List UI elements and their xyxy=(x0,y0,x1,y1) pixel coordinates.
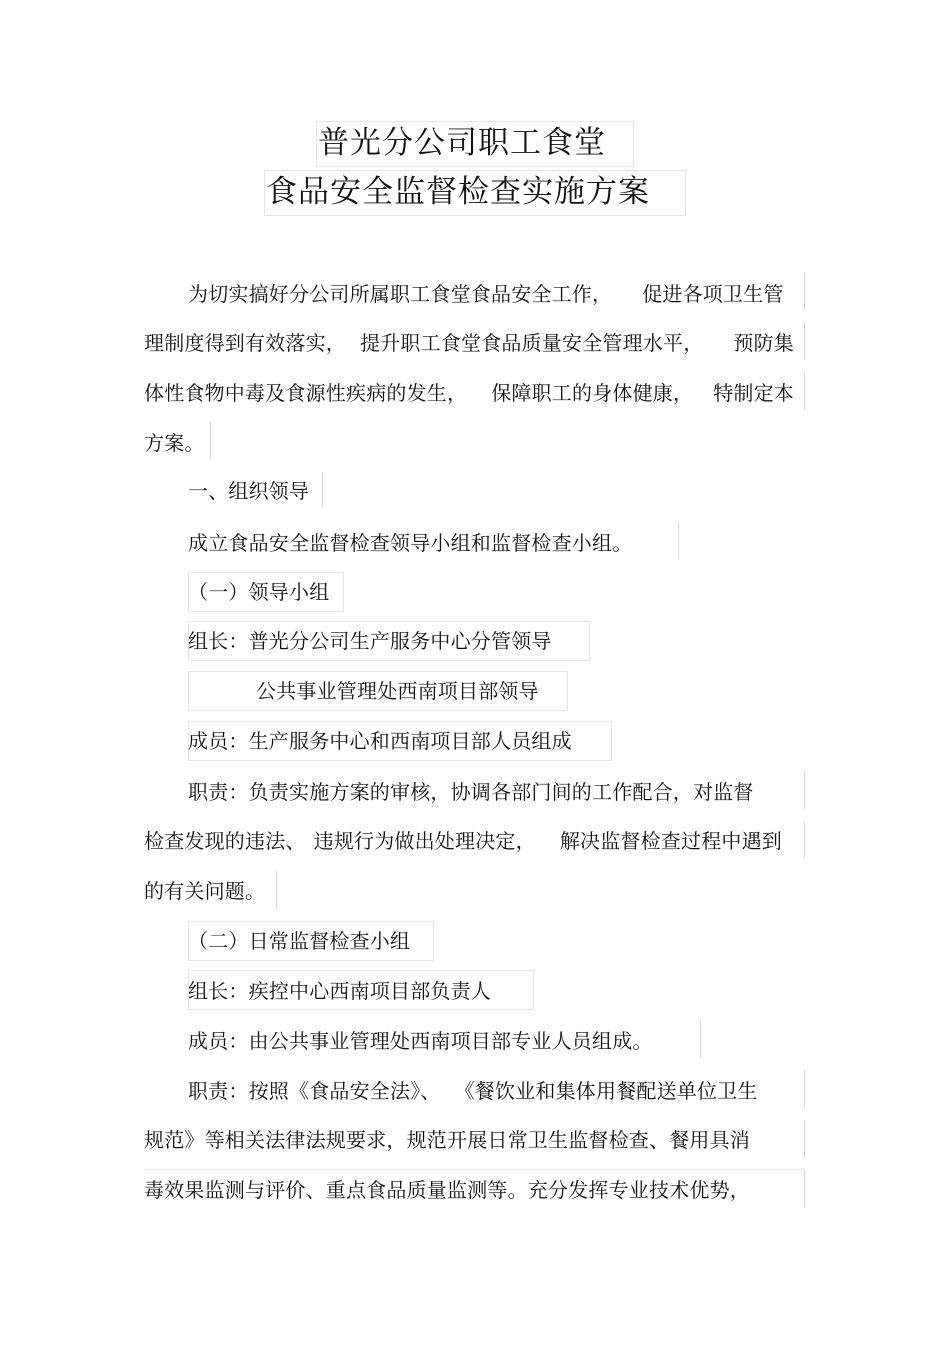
body-line-16 xyxy=(188,1027,653,1055)
text-segment: 保障职工的身体健康， xyxy=(491,381,694,405)
margin-rule xyxy=(804,1070,805,1108)
text-segment: 为切实搞好分公司所属职工食堂食品安全工作， xyxy=(188,282,613,306)
body-line-1 xyxy=(188,280,784,308)
body-line-12 xyxy=(144,827,782,855)
text-segment: 职责：负责实施方案的审核，协调各部门间的工作配合，对监督 xyxy=(188,780,754,804)
text-segment: 特制定本 xyxy=(713,381,795,405)
margin-rule xyxy=(210,422,211,460)
body-line-3 xyxy=(144,379,794,407)
margin-rule xyxy=(144,1169,804,1170)
text-segment: （一）领导小组 xyxy=(188,580,330,604)
text-segment: 解决监督检查过程中遇到 xyxy=(559,829,783,853)
text-segment: 公共事业管理处西南项目部领导 xyxy=(256,679,539,703)
margin-rule xyxy=(276,871,277,909)
document-title-line2: 食品安全监督检查实施方案 xyxy=(266,174,650,210)
body-line-18 xyxy=(144,1126,750,1154)
text-segment: 规范》等相关法律法规要求，规范开展日常卫生监督检查、餐用具消 xyxy=(144,1128,750,1152)
text-segment: 成员：生产服务中心和西南项目部人员组成 xyxy=(188,729,572,753)
body-line-2 xyxy=(144,329,794,357)
margin-rule xyxy=(322,472,323,508)
margin-rule xyxy=(804,372,805,410)
margin-rule xyxy=(678,522,679,560)
section-heading-1 xyxy=(188,477,309,505)
text-segment: 职责：按照《食品安全法》、 xyxy=(188,1079,441,1103)
text-segment: 方案。 xyxy=(144,431,205,455)
margin-rule xyxy=(804,1120,805,1158)
body-line-9 xyxy=(256,677,539,705)
body-line-11 xyxy=(188,778,754,806)
margin-rule xyxy=(804,821,805,859)
text-segment: 一、组织领导 xyxy=(188,479,310,503)
margin-rule xyxy=(804,322,805,360)
text-segment: 理制度得到有效落实， xyxy=(144,331,346,355)
margin-rule xyxy=(804,771,805,809)
body-line-15 xyxy=(188,977,491,1005)
body-line-8 xyxy=(188,627,552,655)
text-segment: 体性食物中毒及食源性疾病的发生， xyxy=(144,381,468,405)
body-line-13 xyxy=(144,877,265,905)
body-line-6 xyxy=(188,529,632,557)
subsection-heading-1 xyxy=(188,578,329,606)
text-segment: 促进各项卫生管 xyxy=(642,282,784,306)
text-segment: （二）日常监督检查小组 xyxy=(188,929,411,953)
margin-rule xyxy=(804,272,805,310)
document-title-line1: 普光分公司职工食堂 xyxy=(318,125,606,161)
subsection-heading-2 xyxy=(188,927,410,955)
text-segment: 违规行为做出处理决定， xyxy=(313,829,536,853)
body-line-10 xyxy=(188,727,572,755)
text-segment: 组长：疾控中心西南项目部负责人 xyxy=(188,979,491,1003)
body-line-17 xyxy=(188,1077,758,1105)
body-line-4 xyxy=(144,429,205,457)
text-segment: 预防集 xyxy=(733,331,795,355)
text-segment: 《餐饮业和集体用餐配送单位卫生 xyxy=(454,1079,758,1103)
text-segment: 成立食品安全监督检查领导小组和监督检查小组。 xyxy=(188,531,633,555)
body-line-19 xyxy=(144,1176,750,1204)
margin-rule xyxy=(804,1170,805,1208)
text-segment: 组长：普光分公司生产服务中心分管领导 xyxy=(188,629,552,653)
text-segment: 提升职工食堂食品质量安全管理水平， xyxy=(360,331,704,355)
text-segment: 毒效果监测与评价、重点食品质量监测等。充分发挥专业技术优势， xyxy=(144,1178,750,1202)
text-segment: 成员：由公共事业管理处西南项目部专业人员组成。 xyxy=(188,1029,653,1053)
margin-rule xyxy=(700,1020,701,1058)
text-segment: 检查发现的违法、 xyxy=(144,829,306,853)
text-segment: 的有关问题。 xyxy=(144,879,266,903)
